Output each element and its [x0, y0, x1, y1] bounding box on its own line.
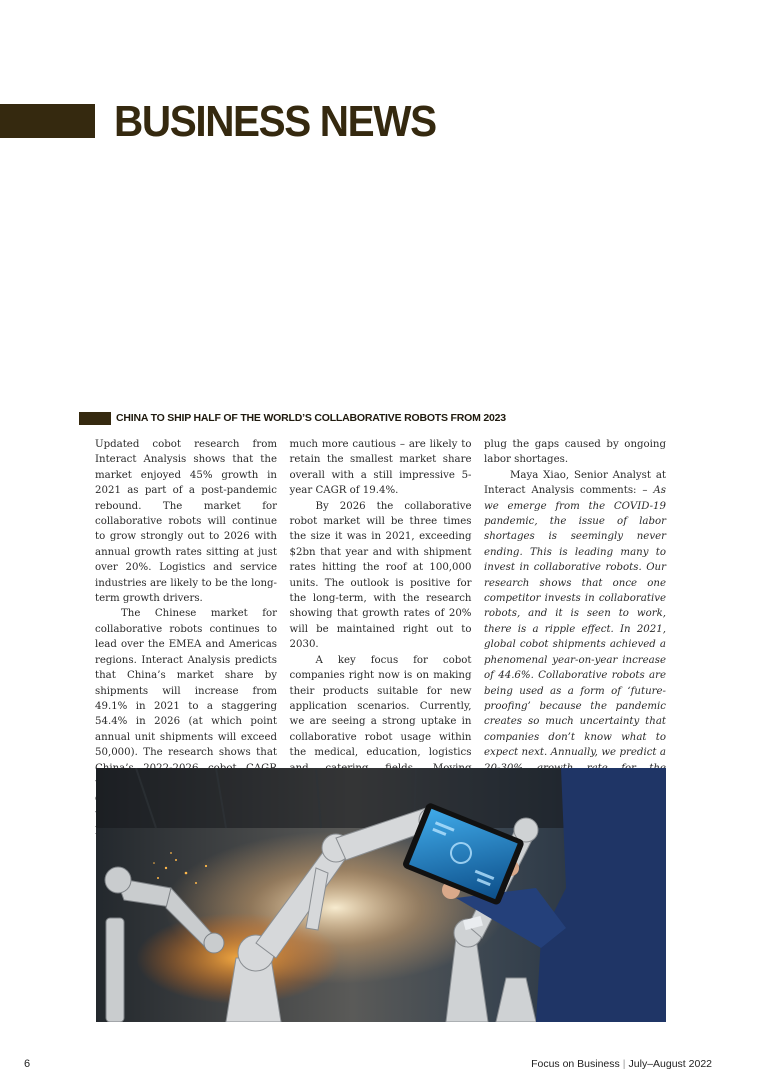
magazine-name: Focus on Business: [531, 1058, 620, 1070]
paragraph: Updated cobot research from Interact Analysis shows that the market enjoyed 45% growth in 2021 as part of a post-pandemic rebound. The market for collaborative robots will continue to grow strongly out to 2026 with annual growth rates sitting at just over 20%. Logistics and service industries are likely to be the long-term growth drivers.: [95, 439, 277, 605]
quote-attribution: Maya Xiao, Senior Analyst at Interact Analysis comments: –: [484, 469, 666, 497]
section-title: BUSINESS NEWS: [114, 97, 436, 146]
footer-separator: |: [622, 1058, 626, 1070]
paragraph: By 2026 the collaborative robot market will be three times the size it was in 2021, exceeding $2bn that year and with shipment rates hitting the roof at 100,000 units. The outlook is positive for the long-term, with the research showing that growth rates of 20% will be maintained right out to 2030.: [289, 500, 472, 651]
robot-arms-illustration: [96, 768, 666, 1022]
headline-accent-bar: [79, 412, 111, 425]
issue-date: July–August 2022: [628, 1058, 712, 1070]
article-headline: CHINA TO SHIP HALF OF THE WORLD’S COLLABORATIVE ROBOTS FROM 2023: [116, 412, 506, 424]
page-number: 6: [24, 1058, 31, 1070]
paragraph: plug the gaps caused by ongoing labor shortages.: [484, 439, 666, 466]
paragraph: The Chinese market for collaborative robots continues to lead over the EMEA and Americas regions. Interact Analysis predicts that China’s market share by shipments will increase from 49.1% in 2021 to a staggering 54.4% in 2026 (at which point annual unit shipments will exceed 50,000). The research shows that: [95, 608, 277, 759]
section-accent-bar: [0, 104, 95, 138]
quote-paragraph: [484, 468, 666, 792]
factory-robots-photo: [96, 768, 666, 1022]
paragraph: much more cautious – are likely to retain the smallest market share overall with a still impressive 5-year CAGR of 19.4%.: [289, 439, 472, 497]
magazine-footer: [531, 1058, 712, 1070]
analyst-quote: As we emerge from the COVID-19 pandemic, the issue of labor shortages is seemingly never ending. This is leading many to invest in collaborative robots. Our research shows that once one competitor invests in collaborative robots, and it is seen to work, there is a ripple effect. In 2021, global cobot shipments achieved a phenomenal year-on-year increase of 44.6%. Collaborative robots are being used as a form of ‘future-proofing’ because the pandemic creates so much uncertainty that companies don’t know what to expect next. Annually, we predict a: [484, 485, 666, 759]
paragraph: A key focus for cobot companies right now is on making their products suitable for new application scenarios. Currently, we are seeing a strong uptake in collaborative robot usage within the medical, education, logistics: [289, 654, 472, 759]
